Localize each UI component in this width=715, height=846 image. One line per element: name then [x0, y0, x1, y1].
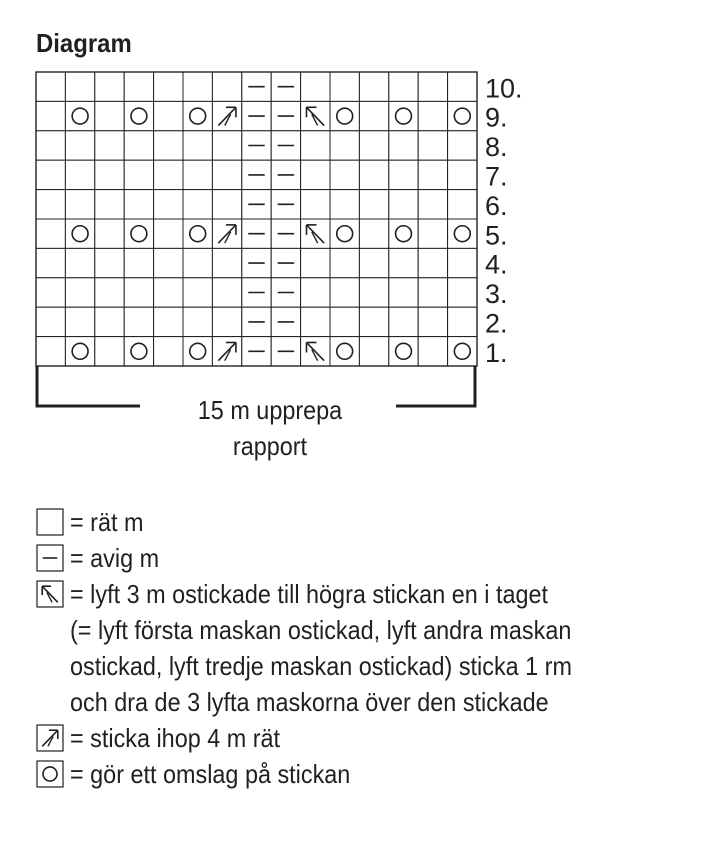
chart-cell-k [36, 72, 65, 101]
chart-cell-sl3 [301, 219, 330, 248]
chart-cell-k4tog [212, 219, 241, 248]
chart-cell-k [124, 131, 153, 160]
chart-cell-p [242, 307, 271, 336]
chart-cell-k [95, 131, 124, 160]
chart-cell-k [359, 190, 388, 219]
legend-text: = lyft 3 m ostickade till högra stickan en i taget [70, 579, 548, 609]
chart-cell-yo [389, 337, 418, 366]
chart-cell-p [271, 219, 300, 248]
chart-cell-k [330, 278, 359, 307]
chart-cell-k [448, 72, 477, 101]
chart-cell-k [418, 278, 447, 307]
chart-cell-k [359, 307, 388, 336]
chart-cell-k [418, 190, 447, 219]
chart-cell-k [36, 101, 65, 130]
chart-cell-k [389, 248, 418, 277]
chart-cell-k [183, 131, 212, 160]
chart-cell-p [271, 248, 300, 277]
chart-cell-k [301, 307, 330, 336]
diagram-title: Diagram [36, 28, 132, 58]
chart-cell-yo [330, 101, 359, 130]
chart-cell-k [124, 160, 153, 189]
chart-cell-yo [124, 337, 153, 366]
chart-cell-k [65, 72, 94, 101]
chart-cell-k [154, 337, 183, 366]
chart-cell-p [271, 278, 300, 307]
chart-cell-k [183, 72, 212, 101]
repeat-label-line2: rapport [232, 431, 308, 461]
chart-cell-k [154, 160, 183, 189]
chart-cell-k [95, 190, 124, 219]
chart-cell-k [359, 131, 388, 160]
chart-cell-k [448, 307, 477, 336]
chart-cell-k [418, 101, 447, 130]
chart-cell-k [36, 160, 65, 189]
chart-cell-k [359, 101, 388, 130]
chart-cell-yo [389, 101, 418, 130]
chart-cell-k [154, 219, 183, 248]
empty-square-icon [36, 508, 64, 536]
chart-cell-k [359, 278, 388, 307]
chart-cell-yo [330, 337, 359, 366]
chart-cell-k [301, 160, 330, 189]
chart-cell-k [418, 219, 447, 248]
chart-cell-k [418, 72, 447, 101]
chart-cell-k [301, 248, 330, 277]
chart-cell-p [242, 160, 271, 189]
repeat-label [162, 392, 378, 464]
chart-cell-k [212, 131, 241, 160]
repeat-label-line1: 15 m upprepa [197, 395, 343, 425]
circle-icon [36, 760, 64, 788]
chart-cell-k [389, 131, 418, 160]
chart-cell-k [124, 190, 153, 219]
chart-cell-k [389, 160, 418, 189]
row-label: 10. [485, 73, 523, 104]
chart-cell-p [242, 278, 271, 307]
chart-cell-k [183, 278, 212, 307]
chart-cell-k [330, 190, 359, 219]
chart-cell-k [154, 307, 183, 336]
chart-cell-k [95, 278, 124, 307]
chart-cell-k [95, 160, 124, 189]
chart-cell-k [448, 190, 477, 219]
row-label: 8. [485, 132, 508, 163]
chart-cell-k [65, 160, 94, 189]
chart-cell-k [36, 219, 65, 248]
legend-text: = rät m [70, 507, 144, 537]
chart-cell-p [271, 160, 300, 189]
legend-item [36, 576, 696, 612]
row-label: 4. [485, 249, 508, 280]
chart-cell-p [271, 101, 300, 130]
chart-cell-p [271, 307, 300, 336]
chart-cell-k [95, 307, 124, 336]
chart-cell-yo [330, 219, 359, 248]
chart-cell-k [330, 72, 359, 101]
chart-cell-yo [65, 101, 94, 130]
row-label: 3. [485, 279, 508, 310]
chart-cell-k [418, 160, 447, 189]
chart-cell-p [242, 219, 271, 248]
chart-cell-p [242, 248, 271, 277]
chart-cell-k [65, 131, 94, 160]
chart-cell-yo [389, 219, 418, 248]
chart-cell-k [301, 72, 330, 101]
chart-cell-k [154, 72, 183, 101]
chart-cell-k [183, 190, 212, 219]
chart-cell-k [418, 307, 447, 336]
chart-cell-k [330, 160, 359, 189]
chart-cell-k [36, 278, 65, 307]
chart-cell-k [65, 190, 94, 219]
legend-text-continuation: (= lyft första maskan ostickad, lyft andra maskan [70, 615, 572, 645]
chart-cell-k4tog [212, 337, 241, 366]
chart-cell-k [212, 278, 241, 307]
chart-cell-k [95, 248, 124, 277]
chart-cell-k [154, 131, 183, 160]
chart-cell-k [389, 72, 418, 101]
chart-cell-sl3 [301, 101, 330, 130]
dash-icon [36, 544, 64, 572]
chart-cell-k [154, 248, 183, 277]
arrow-up-left-icon [36, 580, 64, 608]
chart-cell-k [448, 131, 477, 160]
chart-cell-k [36, 307, 65, 336]
chart-cell-k [212, 72, 241, 101]
legend-item [36, 540, 696, 576]
legend-item [36, 504, 696, 540]
legend-item [36, 720, 696, 756]
chart-cell-yo [65, 337, 94, 366]
chart-cell-k [359, 72, 388, 101]
chart-cell-k [65, 307, 94, 336]
chart-cell-k [154, 278, 183, 307]
chart-cell-yo [183, 337, 212, 366]
chart-cell-k [212, 248, 241, 277]
chart-cell-yo [124, 101, 153, 130]
chart-cell-p [271, 72, 300, 101]
chart-cell-k [183, 160, 212, 189]
arrow-up-right-icon [36, 724, 64, 752]
chart-cell-p [242, 190, 271, 219]
chart-cell-k [359, 337, 388, 366]
chart-cell-k [301, 131, 330, 160]
legend-text: = avig m [70, 543, 160, 573]
chart-cell-k [359, 248, 388, 277]
row-label: 9. [485, 102, 508, 133]
chart-cell-k [212, 190, 241, 219]
chart-cell-k [301, 190, 330, 219]
chart-cell-k [389, 278, 418, 307]
chart-cell-k [359, 160, 388, 189]
chart-cell-k [183, 248, 212, 277]
chart-cell-k [330, 307, 359, 336]
chart-cell-k [330, 248, 359, 277]
chart-cell-k [36, 190, 65, 219]
chart-cell-k [95, 337, 124, 366]
legend-text: = sticka ihop 4 m rät [70, 723, 281, 753]
chart-cell-k [330, 131, 359, 160]
legend-text-continuation: ostickad, lyft tredje maskan ostickad) sticka 1 rm [70, 651, 572, 681]
legend-text: = gör ett omslag på stickan [70, 759, 351, 789]
chart-cell-p [242, 337, 271, 366]
chart-cell-k [124, 72, 153, 101]
chart-cell-k [212, 160, 241, 189]
chart-cell-p [271, 190, 300, 219]
chart-cell-k [36, 248, 65, 277]
chart-cell-yo [183, 101, 212, 130]
legend-item [36, 756, 696, 792]
chart-cell-yo [124, 219, 153, 248]
row-label: 5. [485, 220, 508, 251]
chart-cell-k [359, 219, 388, 248]
chart-cell-k [65, 248, 94, 277]
chart-cell-k [183, 307, 212, 336]
chart-cell-k [154, 190, 183, 219]
row-label: 1. [485, 337, 508, 368]
chart-cell-yo [448, 219, 477, 248]
chart-cell-k [36, 337, 65, 366]
chart-cell-yo [448, 337, 477, 366]
chart-cell-k [154, 101, 183, 130]
chart-cell-k [448, 160, 477, 189]
chart-cell-yo [183, 219, 212, 248]
chart-cell-k [95, 219, 124, 248]
chart-cell-k [389, 307, 418, 336]
chart-cell-k [124, 307, 153, 336]
chart-cell-sl3 [301, 337, 330, 366]
chart-cell-p [271, 337, 300, 366]
chart-cell-k [418, 337, 447, 366]
legend-text-continuation: och dra de 3 lyfta maskorna över den stickade [70, 687, 549, 717]
chart-cell-p [271, 131, 300, 160]
chart-cell-p [242, 72, 271, 101]
chart-cell-k4tog [212, 101, 241, 130]
row-label: 2. [485, 308, 508, 339]
chart-cell-k [448, 278, 477, 307]
chart-cell-k [448, 248, 477, 277]
chart-cell-k [418, 248, 447, 277]
chart-cell-p [242, 101, 271, 130]
chart-cell-k [301, 278, 330, 307]
chart-cell-k [95, 101, 124, 130]
chart-cell-k [124, 248, 153, 277]
legend [36, 504, 696, 792]
row-label: 7. [485, 161, 508, 192]
chart-cell-k [95, 72, 124, 101]
chart-cell-k [418, 131, 447, 160]
chart-cell-k [389, 190, 418, 219]
chart-cell-k [212, 307, 241, 336]
chart-cell-p [242, 131, 271, 160]
chart-cell-yo [65, 219, 94, 248]
chart-cell-k [65, 278, 94, 307]
chart-cell-k [124, 278, 153, 307]
chart-cell-yo [448, 101, 477, 130]
row-label: 6. [485, 190, 508, 221]
chart-cell-k [36, 131, 65, 160]
